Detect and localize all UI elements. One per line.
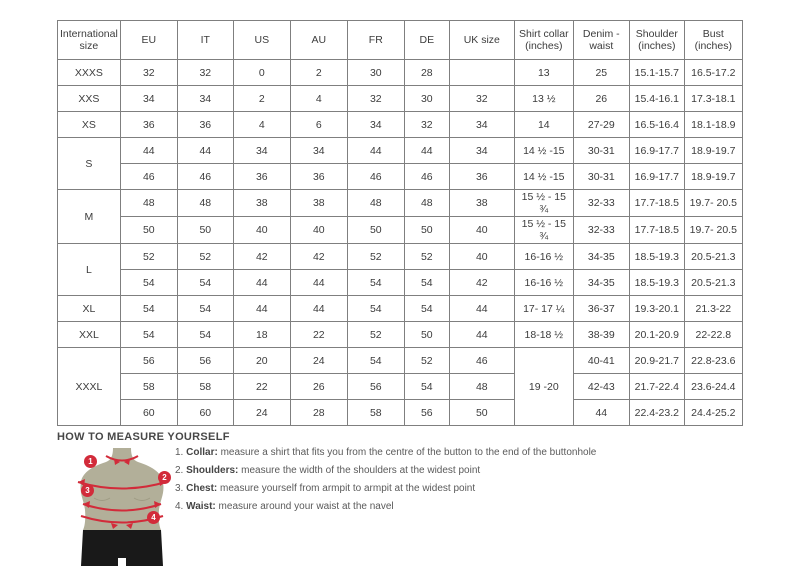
table-cell: 32 [177, 60, 233, 86]
table-cell: 42 [290, 244, 347, 270]
table-cell: 44 [290, 296, 347, 322]
table-cell: 36 [177, 112, 233, 138]
table-cell: 40 [290, 217, 347, 244]
table-cell: 54 [120, 322, 177, 348]
table-cell: 52 [347, 322, 404, 348]
table-cell: 34-35 [573, 270, 629, 296]
size-table [57, 20, 743, 426]
table-cell: 20.9-21.7 [629, 348, 684, 374]
table-cell: 24 [233, 400, 290, 426]
item-text: measure a shirt that fits you from the centre of the button to the end of the buttonhole [220, 447, 597, 458]
table-cell: 48 [347, 190, 404, 217]
table-cell: 36-37 [573, 296, 629, 322]
table-cell: 30-31 [573, 164, 629, 190]
table-cell: 22-22.8 [684, 322, 742, 348]
table-cell: 40 [449, 217, 514, 244]
table-cell: 27-29 [573, 112, 629, 138]
table-cell: 60 [177, 400, 233, 426]
size-label-cell: S [58, 138, 121, 190]
table-cell: 50 [404, 322, 449, 348]
table-cell: 13 ½ [514, 86, 573, 112]
table-cell: 54 [120, 296, 177, 322]
table-cell: 34 [120, 86, 177, 112]
table-cell: 13 [514, 60, 573, 86]
table-cell: 44 [177, 138, 233, 164]
table-cell: 4 [290, 86, 347, 112]
measure-item-shoulders [175, 464, 596, 482]
table-cell: 24 [290, 348, 347, 374]
item-text: measure yourself from armpit to armpit at the widest point [220, 483, 476, 494]
column-header: EU [120, 21, 177, 60]
table-row [58, 270, 743, 296]
item-label: Chest: [186, 483, 218, 494]
table-cell: 20 [233, 348, 290, 374]
table-cell: 54 [347, 270, 404, 296]
table-cell: 15 ½ - 15 ¾ [514, 217, 573, 244]
table-cell: 34 [347, 112, 404, 138]
table-cell: 54 [404, 270, 449, 296]
table-cell: 0 [233, 60, 290, 86]
table-cell: 50 [449, 400, 514, 426]
table-cell: 52 [177, 244, 233, 270]
table-cell: 4 [233, 112, 290, 138]
table-cell: 56 [404, 400, 449, 426]
table-cell: 44 [347, 138, 404, 164]
table-cell: 17.3-18.1 [684, 86, 742, 112]
column-header: DE [404, 21, 449, 60]
table-cell: 56 [177, 348, 233, 374]
column-header: Shirt collar (inches) [514, 21, 573, 60]
measure-figure [64, 446, 180, 566]
table-cell: 54 [404, 374, 449, 400]
table-cell: 14 [514, 112, 573, 138]
table-cell: 52 [404, 244, 449, 270]
item-label: Collar: [186, 447, 218, 458]
table-cell: 18.9-19.7 [684, 164, 742, 190]
column-header: US [233, 21, 290, 60]
table-cell: 32-33 [573, 190, 629, 217]
column-header: International size [58, 21, 121, 60]
table-cell: 36 [449, 164, 514, 190]
table-cell: 46 [404, 164, 449, 190]
table-cell: 44 [449, 322, 514, 348]
table-row [58, 296, 743, 322]
table-cell: 18.5-19.3 [629, 270, 684, 296]
measure-instructions [175, 446, 596, 518]
table-cell: 34 [290, 138, 347, 164]
table-cell: 46 [449, 348, 514, 374]
table-cell: 15.1-15.7 [629, 60, 684, 86]
table-row [58, 322, 743, 348]
table-cell: 14 ½ -15 [514, 138, 573, 164]
measure-item-chest [175, 482, 596, 500]
table-cell: 34 [233, 138, 290, 164]
table-cell: 28 [290, 400, 347, 426]
item-number: 4. [175, 501, 184, 512]
table-cell: 38 [449, 190, 514, 217]
table-cell: 6 [290, 112, 347, 138]
table-cell: 26 [290, 374, 347, 400]
table-cell: 34 [177, 86, 233, 112]
table-cell: 19.3-20.1 [629, 296, 684, 322]
table-cell: 36 [233, 164, 290, 190]
table-cell: 48 [449, 374, 514, 400]
table-row [58, 374, 743, 400]
table-cell: 16.5-17.2 [684, 60, 742, 86]
table-cell: 58 [177, 374, 233, 400]
table-cell: 34 [449, 138, 514, 164]
table-cell: 38 [290, 190, 347, 217]
table-cell: 17.7-18.5 [629, 190, 684, 217]
table-cell: 26 [573, 86, 629, 112]
table-cell: 32 [120, 60, 177, 86]
table-cell: 44 [120, 138, 177, 164]
table-cell: 32 [347, 86, 404, 112]
table-cell: 44 [290, 270, 347, 296]
table-cell: 16.9-17.7 [629, 138, 684, 164]
table-cell: 58 [347, 400, 404, 426]
table-cell: 16-16 ½ [514, 270, 573, 296]
item-number: 2. [175, 465, 184, 476]
column-header: IT [177, 21, 233, 60]
table-row [58, 244, 743, 270]
table-cell: 21.7-22.4 [629, 374, 684, 400]
size-chart [57, 20, 743, 426]
table-cell: 36 [290, 164, 347, 190]
table-cell: 58 [120, 374, 177, 400]
mannequin-illustration [64, 446, 180, 566]
table-cell: 17- 17 ¼ [514, 296, 573, 322]
measure-heading: HOW TO MEASURE YOURSELF [57, 431, 230, 443]
table-cell: 54 [177, 270, 233, 296]
table-cell: 28 [404, 60, 449, 86]
table-cell: 44 [233, 296, 290, 322]
marker-4-icon: 4 [147, 511, 160, 524]
table-row [58, 190, 743, 217]
item-label: Shoulders: [186, 465, 239, 476]
table-cell: 34-35 [573, 244, 629, 270]
table-cell: 44 [404, 138, 449, 164]
table-cell [449, 60, 514, 86]
table-row [58, 400, 743, 426]
table-cell: 15 ½ - 15 ¾ [514, 190, 573, 217]
table-row [58, 164, 743, 190]
table-cell: 21.3-22 [684, 296, 742, 322]
size-label-cell: XXXL [58, 348, 121, 426]
table-cell: 52 [404, 348, 449, 374]
table-cell: 18.5-19.3 [629, 244, 684, 270]
table-cell: 34 [449, 112, 514, 138]
table-cell: 56 [120, 348, 177, 374]
table-row [58, 86, 743, 112]
table-cell: 54 [177, 322, 233, 348]
column-header: FR [347, 21, 404, 60]
table-cell: 30 [347, 60, 404, 86]
table-cell: 52 [120, 244, 177, 270]
table-cell: 44 [233, 270, 290, 296]
table-cell: 42-43 [573, 374, 629, 400]
table-cell: 50 [347, 217, 404, 244]
size-label-cell: M [58, 190, 121, 244]
table-cell: 52 [347, 244, 404, 270]
table-cell: 46 [120, 164, 177, 190]
table-cell: 54 [404, 296, 449, 322]
table-cell: 42 [449, 270, 514, 296]
table-row [58, 138, 743, 164]
item-number: 1. [175, 447, 184, 458]
table-cell: 2 [233, 86, 290, 112]
table-cell: 42 [233, 244, 290, 270]
item-label: Waist: [186, 501, 216, 512]
item-text: measure around your waist at the navel [218, 501, 394, 512]
size-label-cell: XL [58, 296, 121, 322]
table-cell: 20.5-21.3 [684, 244, 742, 270]
table-cell: 23.6-24.4 [684, 374, 742, 400]
table-cell: 18.1-18.9 [684, 112, 742, 138]
table-cell: 30-31 [573, 138, 629, 164]
item-text: measure the width of the shoulders at the widest point [241, 465, 481, 476]
measure-item-collar [175, 446, 596, 464]
table-cell: 44 [573, 400, 629, 426]
table-cell: 20.1-20.9 [629, 322, 684, 348]
table-cell: 20.5-21.3 [684, 270, 742, 296]
table-cell: 24.4-25.2 [684, 400, 742, 426]
table-row [58, 60, 743, 86]
table-cell: 44 [449, 296, 514, 322]
shorts-shape [81, 530, 163, 566]
column-header: UK size [449, 21, 514, 60]
table-cell: 50 [177, 217, 233, 244]
table-cell: 40 [233, 217, 290, 244]
table-cell: 36 [120, 112, 177, 138]
table-header-row [58, 21, 743, 60]
table-cell: 22 [233, 374, 290, 400]
size-label-cell: XXL [58, 322, 121, 348]
table-cell: 22.8-23.6 [684, 348, 742, 374]
table-cell: 19.7- 20.5 [684, 190, 742, 217]
table-cell: 16-16 ½ [514, 244, 573, 270]
table-cell: 32 [449, 86, 514, 112]
table-cell: 48 [404, 190, 449, 217]
table-cell: 25 [573, 60, 629, 86]
marker-3-icon: 3 [81, 484, 94, 497]
table-cell: 22 [290, 322, 347, 348]
table-row [58, 348, 743, 374]
table-cell: 54 [347, 296, 404, 322]
table-cell: 17.7-18.5 [629, 217, 684, 244]
table-row [58, 217, 743, 244]
table-cell: 40 [449, 244, 514, 270]
table-cell: 14 ½ -15 [514, 164, 573, 190]
table-body [58, 60, 743, 426]
table-cell: 18-18 ½ [514, 322, 573, 348]
table-cell: 40-41 [573, 348, 629, 374]
column-header: AU [290, 21, 347, 60]
table-cell: 30 [404, 86, 449, 112]
table-cell: 16.9-17.7 [629, 164, 684, 190]
table-cell: 18.9-19.7 [684, 138, 742, 164]
table-cell: 60 [120, 400, 177, 426]
size-label-cell: XS [58, 112, 121, 138]
table-cell: 15.4-16.1 [629, 86, 684, 112]
table-cell: 54 [347, 348, 404, 374]
column-header: Shoulder (inches) [629, 21, 684, 60]
table-cell: 2 [290, 60, 347, 86]
table-row [58, 112, 743, 138]
table-cell: 54 [120, 270, 177, 296]
table-cell: 46 [177, 164, 233, 190]
table-cell: 18 [233, 322, 290, 348]
table-cell: 50 [404, 217, 449, 244]
table-cell: 50 [120, 217, 177, 244]
measure-item-waist [175, 500, 596, 518]
table-cell: 48 [177, 190, 233, 217]
table-cell: 19 -20 [514, 348, 573, 426]
size-label-cell: XXXS [58, 60, 121, 86]
table-cell: 38 [233, 190, 290, 217]
table-cell: 56 [347, 374, 404, 400]
table-cell: 38-39 [573, 322, 629, 348]
marker-2-icon: 2 [158, 471, 171, 484]
table-cell: 32-33 [573, 217, 629, 244]
item-number: 3. [175, 483, 184, 494]
size-label-cell: XXS [58, 86, 121, 112]
size-label-cell: L [58, 244, 121, 296]
table-cell: 54 [177, 296, 233, 322]
table-cell: 46 [347, 164, 404, 190]
table-cell: 16.5-16.4 [629, 112, 684, 138]
marker-1-icon: 1 [84, 455, 97, 468]
table-cell: 48 [120, 190, 177, 217]
table-cell: 19.7- 20.5 [684, 217, 742, 244]
column-header: Bust (inches) [684, 21, 742, 60]
table-cell: 22.4-23.2 [629, 400, 684, 426]
column-header: Denim - waist [573, 21, 629, 60]
table-cell: 32 [404, 112, 449, 138]
